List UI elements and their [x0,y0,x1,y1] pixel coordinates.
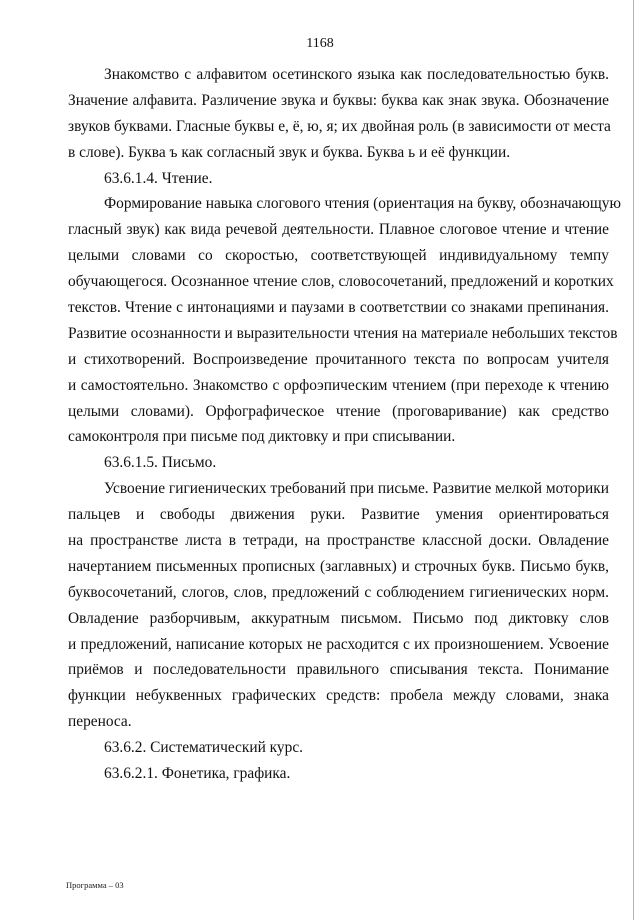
paragraph-line: в слове). Буква ъ как согласный звук и буква. Буква ь и её функции. [68,143,511,161]
document-body [68,62,621,787]
paragraph-line: функции небуквенных графических средств: пробела между словами, знака [68,687,609,705]
paragraph-line: обучающегося. Осознанное чтение слов, словосочетаний, предложений и коротких [68,273,614,291]
paragraph-line: Овладение разборчивым, аккуратным письмом. Письмо под диктовку слов [68,609,609,627]
section-heading: 63.6.2.1. Фонетика, графика. [104,765,291,783]
paragraph-line: целыми словами). Орфографическое чтение (проговаривание) как средство [68,402,609,420]
section-heading: 63.6.1.5. Письмо. [104,454,217,472]
paragraph-line: переноса. [68,713,132,731]
paragraph-line: гласный звук) как вида речевой деятельности. Плавное слоговое чтение и чтение [68,221,609,239]
paragraph-line: Значение алфавита. Различение звука и буквы: буква как знак звука. Обозначение [68,91,609,109]
paragraph-first-line: Знакомство с алфавитом осетинского языка как последовательностью букв. [104,66,609,83]
page-number: 1168 [306,36,334,51]
paragraph-first-line: Формирование навыка слогового чтения (ориентация на букву, обозначающую [104,195,621,213]
page-edge-shadow [633,0,634,920]
paragraph-line: и предложений, написание которых не расходится с их произношением. Усвоение [68,635,609,653]
paragraph-line: на пространстве листа в тетради, на пространстве классной доски. Овладение [68,532,609,550]
paragraph-line: пальцев и свободы движения руки. Развитие умения ориентироваться [68,506,609,524]
paragraph-line: Развитие осознанности и выразительности чтения на материале небольших текстов [68,324,618,342]
paragraph-line: самоконтроля при письме под диктовку и при списывании. [68,428,456,446]
page-footer: Программа – 03 [66,880,124,890]
paragraph-line: приёмов и последовательности правильного списывания текста. Понимание [68,661,609,679]
paragraph-line: текстов. Чтение с интонациями и паузами в соответствии со знаками препинания. [68,299,609,317]
paragraph-line: звуков буквами. Гласные буквы е, ё, ю, я; их двойная роль (в зависимости от места [68,117,611,135]
paragraph-line: целыми словами со скоростью, соответствующей индивидуальному темпу [68,247,609,265]
paragraph-line: и самостоятельно. Знакомство с орфоэпическим чтением (при переходе к чтению [68,376,609,394]
paragraph-line: буквосочетаний, слогов, слов, предложений с соблюдением гигиенических норм. [68,583,609,601]
section-heading: 63.6.2. Систематический курс. [104,739,304,757]
paragraph-line: и стихотворений. Воспроизведение прочитанного текста по вопросам учителя [68,350,609,368]
paragraph-line: начертанием письменных прописных (заглавных) и строчных букв. Письмо букв, [68,557,609,575]
paragraph-first-line: Усвоение гигиенических требований при письме. Развитие мелкой моторики [104,480,609,498]
section-heading: 63.6.1.4. Чтение. [104,169,213,187]
